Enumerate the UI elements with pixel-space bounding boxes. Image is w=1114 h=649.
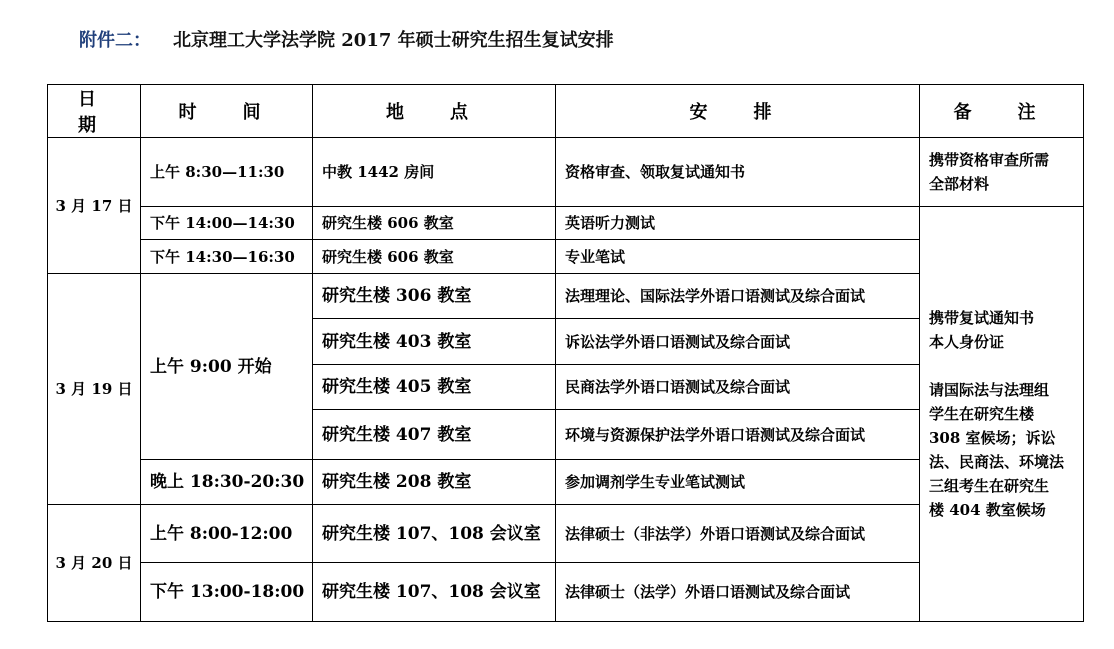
- header-time: 时 间: [141, 85, 313, 138]
- arrangement-cell: 法律硕士（非法学）外语口语测试及综合面试: [556, 505, 920, 563]
- note-line: 308 室候场；诉讼: [929, 429, 1056, 447]
- place-cell: 研究生楼 208 教室: [313, 460, 556, 505]
- note-line: 学生在研究生楼: [929, 405, 1035, 423]
- note-line: 全部材料: [929, 175, 990, 193]
- note-cell: [920, 138, 1084, 207]
- place-cell: 中教 1442 房间: [313, 138, 556, 207]
- place-cell: 研究生楼 107、108 会议室: [313, 563, 556, 622]
- header-date: 日 期: [48, 85, 141, 138]
- table-row: [48, 138, 1084, 207]
- schedule-table: [47, 84, 1084, 622]
- time-cell: 下午 14:00—14:30: [141, 207, 313, 240]
- attachment-label: 附件二：: [79, 30, 151, 51]
- time-cell: 下午 13:00-18:00: [141, 563, 313, 622]
- date-cell: 3 月 20 日: [48, 505, 141, 622]
- arrangement-cell: 英语听力测试: [556, 207, 920, 240]
- place-cell: 研究生楼 407 教室: [313, 410, 556, 460]
- time-cell: 晚上 18:30-20:30: [141, 460, 313, 505]
- place-cell: 研究生楼 306 教室: [313, 274, 556, 319]
- arrangement-cell: 资格审查、领取复试通知书: [556, 138, 920, 207]
- note-line: 携带复试通知书: [929, 309, 1035, 327]
- header-row: [48, 85, 1084, 138]
- place-cell: 研究生楼 606 教室: [313, 207, 556, 240]
- place-cell: 研究生楼 107、108 会议室: [313, 505, 556, 563]
- time-cell: 上午 9:00 开始: [141, 274, 313, 460]
- arrangement-cell: 诉讼法学外语口语测试及综合面试: [556, 319, 920, 365]
- arrangement-cell: 民商法学外语口语测试及综合面试: [556, 365, 920, 410]
- table-row: [48, 207, 1084, 240]
- place-cell: 研究生楼 403 教室: [313, 319, 556, 365]
- header-notes: 备 注: [920, 85, 1084, 138]
- arrangement-cell: 法律硕士（法学）外语口语测试及综合面试: [556, 563, 920, 622]
- header-place: 地 点: [313, 85, 556, 138]
- note-line: 楼 404 教室候场: [929, 501, 1046, 519]
- time-cell: 上午 8:00-12:00: [141, 505, 313, 563]
- note-line: 法、民商法、环境法: [929, 453, 1065, 471]
- arrangement-cell: 环境与资源保护法学外语口语测试及综合面试: [556, 410, 920, 460]
- time-cell: 下午 14:30—16:30: [141, 240, 313, 274]
- arrangement-cell: 参加调剂学生专业笔试测试: [556, 460, 920, 505]
- title-text: 北京理工大学法学院 2017 年硕士研究生招生复试安排: [173, 30, 614, 51]
- note-cell: [920, 207, 1084, 622]
- header-arrangement: 安 排: [556, 85, 920, 138]
- note-line: 三组考生在研究生: [929, 477, 1050, 495]
- document-title: [79, 29, 614, 53]
- note-line: 本人身份证: [929, 333, 1005, 351]
- time-cell: 上午 8:30—11:30: [141, 138, 313, 207]
- arrangement-cell: 法理理论、国际法学外语口语测试及综合面试: [556, 274, 920, 319]
- date-cell: 3 月 17 日: [48, 138, 141, 274]
- note-line: 请国际法与法理组: [929, 381, 1050, 399]
- note-line: 携带资格审查所需: [929, 151, 1050, 169]
- place-cell: 研究生楼 405 教室: [313, 365, 556, 410]
- note-spacer: [929, 354, 1079, 378]
- date-cell: 3 月 19 日: [48, 274, 141, 505]
- place-cell: 研究生楼 606 教室: [313, 240, 556, 274]
- arrangement-cell: 专业笔试: [556, 240, 920, 274]
